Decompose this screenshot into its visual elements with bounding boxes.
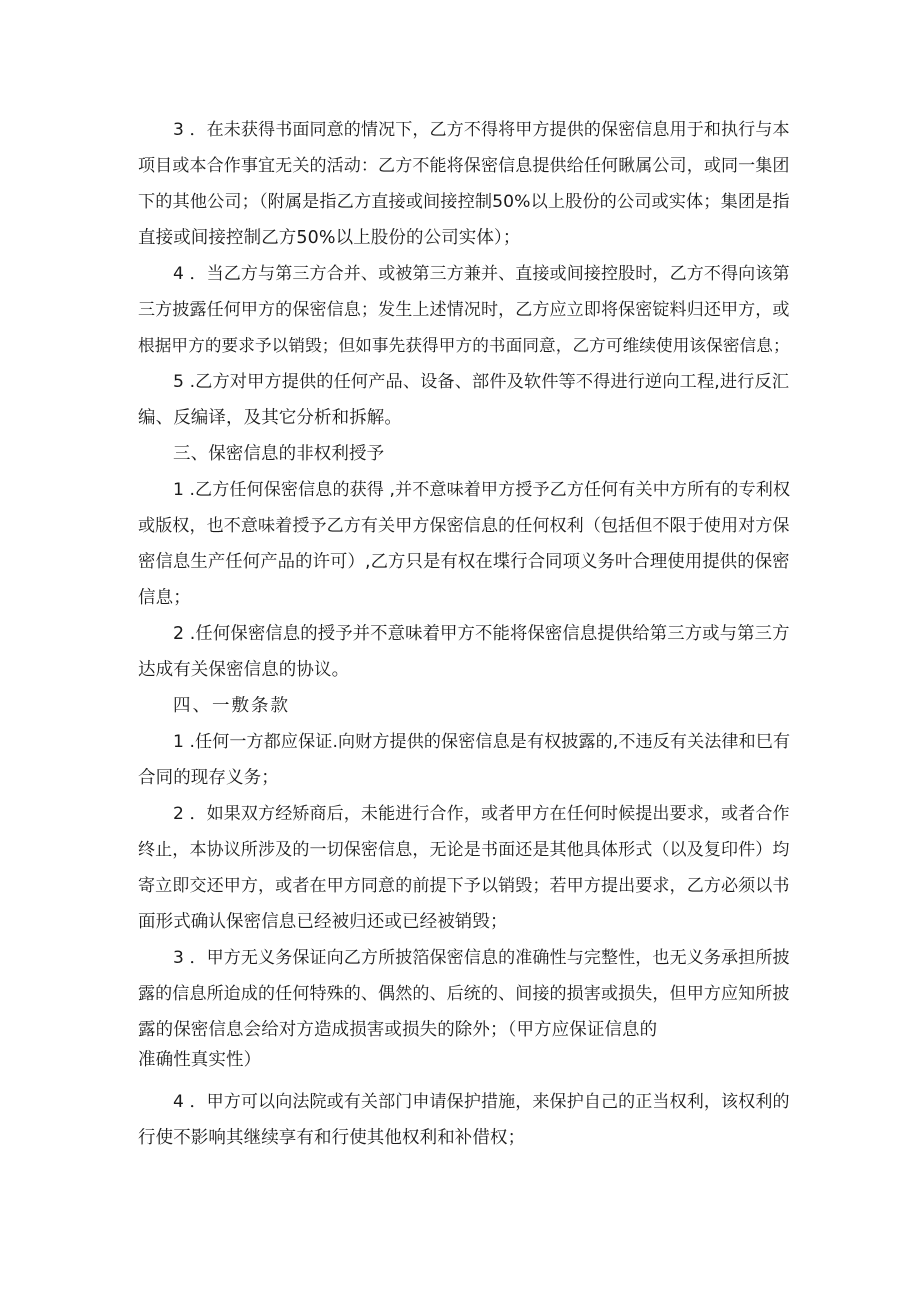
clause-3-line-1: 3 ．在未获得书面同意的情况下，乙方不得将甲方提供的保密信息用于和执行与本	[173, 120, 790, 140]
s4-clause-1-line-1: 1 .任何一方都应保证.向财方提供的保密信息是有权披露的,不违反有关法律和巳有	[173, 732, 791, 752]
clause-4-line-1: 4 ．当乙方与第三方合并、或被第三方兼并、直接或间接控股时，乙方不得向该第	[173, 264, 790, 284]
clause-5-line-2: 编、反编译，及其它分析和拆解。	[138, 408, 402, 428]
s4-clause-2-line-1: 2 ．如果双方经矫商后，未能进行合作，或者甲方在任何时候提出要求，或者合作	[173, 804, 790, 824]
s4-clause-2-line-2: 终止，本协议所涉及的一切保密信息，无论是书面还是其他具体形式（以及复印件）均	[138, 840, 790, 860]
s4-clause-4-line-1: 4 ．甲方可以向法院或有关部门申请保护措施，来保护自己的正当权利，该权利的	[173, 1092, 790, 1112]
s4-clause-2-line-3: 寄立即交还甲方，或者在甲方同意的前提下予以销毁；若甲方提出要求，乙方必须以书	[138, 876, 790, 896]
s3-clause-1-line-1: 1 .乙方任何保密信息的获得 ,并不意味着甲方授予乙方任何有关中方所有的专利权	[173, 480, 791, 500]
clause-4-line-3: 根据甲方的要求予以销毁；但如事先获得甲方的书面同意，乙方可维续使用该保密信息；	[138, 336, 790, 355]
s4-clause-4-line-2: 行使不影响其继续享有和行使其他权利和补借权；	[138, 1128, 526, 1148]
section-4-heading: 四、一敷条款	[173, 696, 290, 716]
section-3-heading: 三、保密信息的非权利授予	[173, 444, 385, 464]
s3-clause-2-line-1: 2 .任何保密信息的授予并不意味着甲方不能将保密信息提供给第三方或与第三方	[173, 624, 790, 644]
clause-3-line-4: 直接或间接控制乙方50%以上股份的公司实体）；	[138, 228, 521, 248]
s4-clause-3-line-1: 3 ．甲方无义务保证向乙方所披箔保密信息的准确性与完整性，也无义务承担所披	[173, 948, 790, 968]
s3-clause-1-line-2: 或版权，也不意味着授予乙方有关甲方保密信息的任何权利（包括但不限于使用对方保	[138, 516, 790, 536]
clause-5-line-1: 5 .乙方对甲方提供的任何产品、设备、部件及软件等不得进行逆向工程,进行反汇	[173, 372, 790, 392]
clause-4-line-2: 三方披露任何甲方的保密信息；发生上述情况时，乙方应立即将保密锭料归还甲方，或	[138, 300, 790, 320]
s4-clause-3-line-4: 准确性真实性）	[138, 1050, 262, 1070]
s4-clause-2-line-4: 面形式确认保密信息已经被归还或已经被销毁；	[138, 912, 508, 932]
clause-3-line-2: 项目或本合作事宜无关的活动：乙方不能将保密信息提供给任何瞅属公司，或同一集团	[138, 156, 790, 176]
s4-clause-3-line-3: 露的保密信息会给对方造成损害或损失的除外；（甲方应保证信息的	[138, 1020, 658, 1040]
s3-clause-1-line-4: 信息；	[138, 588, 191, 608]
s4-clause-1-line-2: 合同的现存义务；	[138, 768, 279, 788]
s4-clause-3-line-2: 露的信息所迨成的任何特殊的、偶然的、后统的、间接的损害或损失，但甲方应知所披	[138, 984, 790, 1004]
s3-clause-2-line-2: 达成有关保密信息的协议。	[138, 660, 350, 680]
clause-3-line-3: 下的其他公司；（附属是指乙方直接或间接控制50%以上股份的公司或实体；集团是指	[138, 192, 790, 212]
s3-clause-1-line-3: 密信息生产任何产品的许可）,乙方只是有权在堞行合同项义务叶合理使用提供的保密	[138, 552, 790, 572]
